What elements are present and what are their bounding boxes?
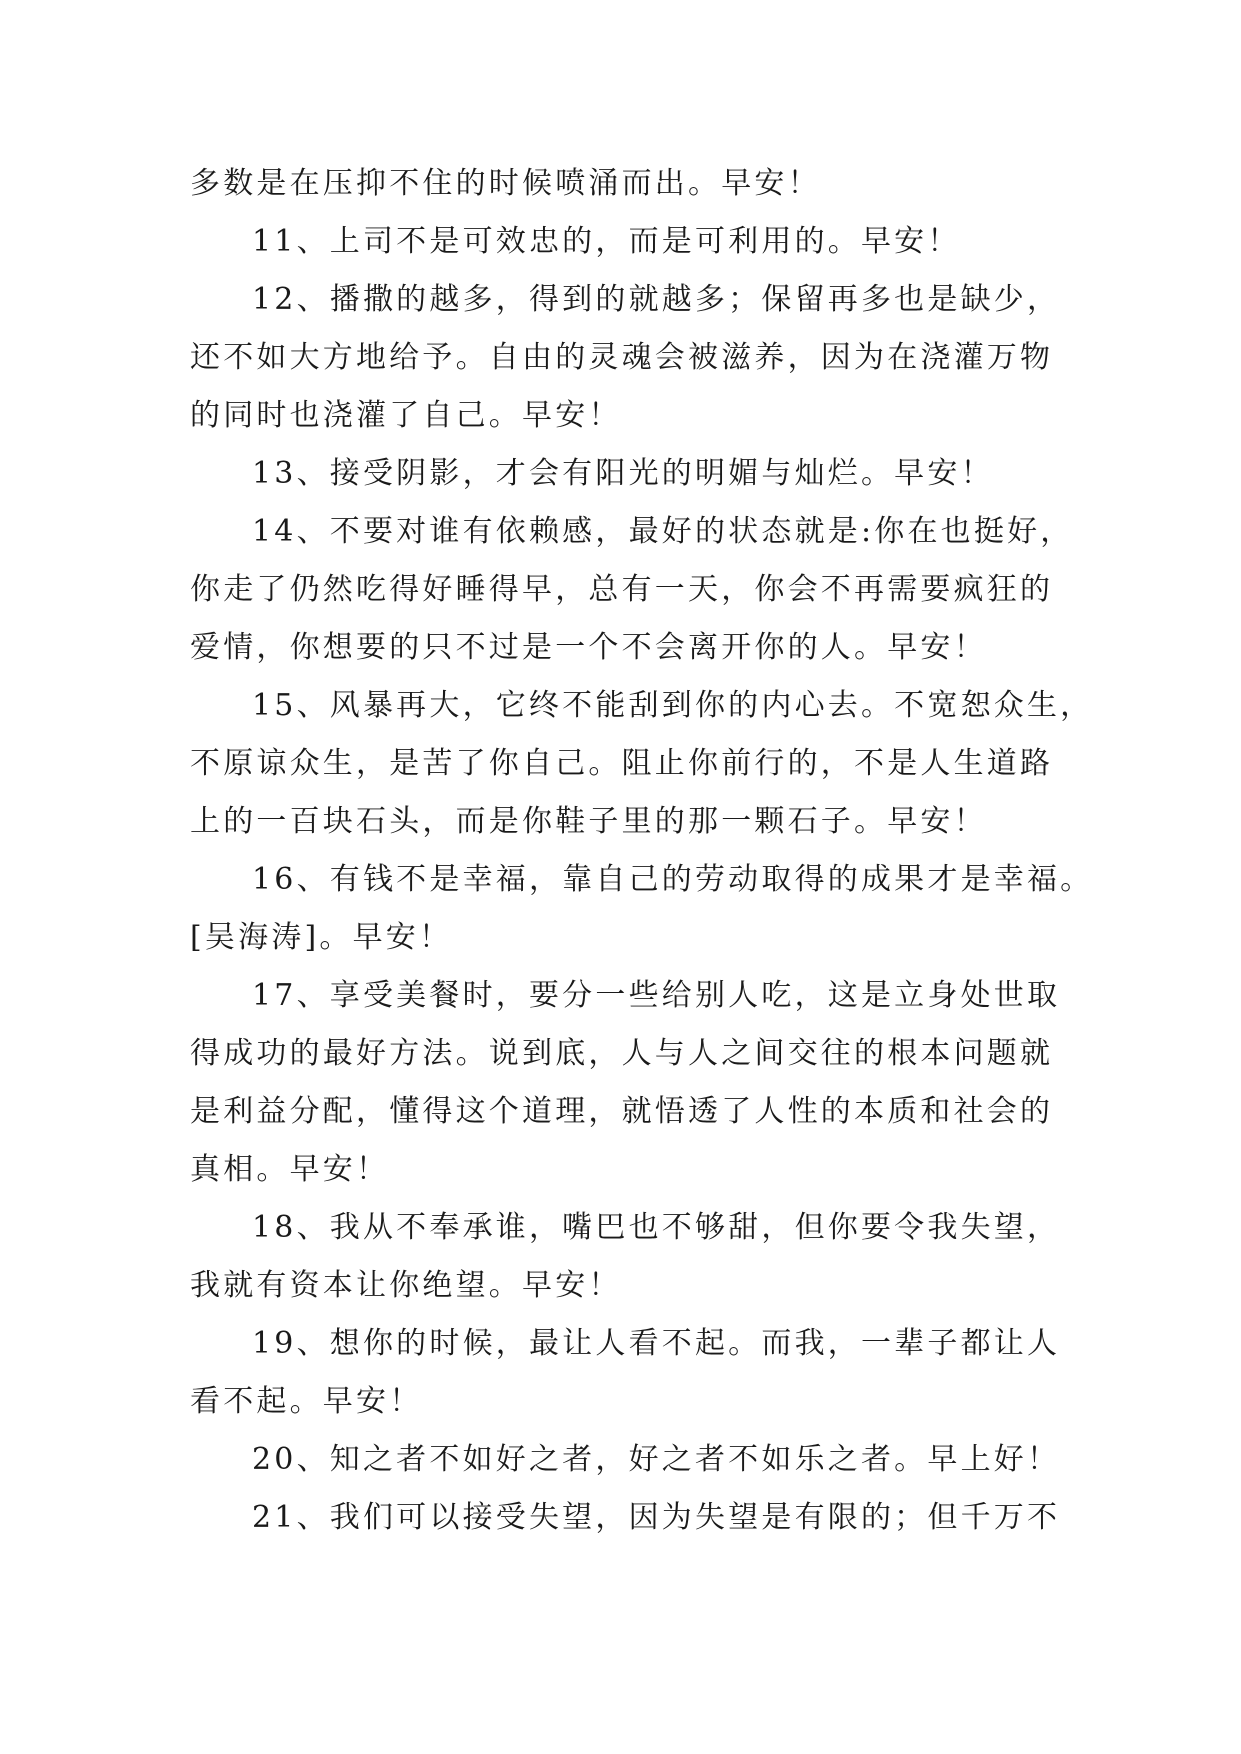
paragraph-p15: [190, 677, 1094, 851]
text-line: 我就有资本让你绝望。早安！: [190, 1268, 622, 1303]
text-line: 15、风暴再大，它终不能刮到你的内心去。不宽恕众生，: [252, 688, 1094, 723]
paragraph-p18: [190, 1199, 1070, 1315]
text-line: 14、不要对谁有依赖感，最好的状态就是:你在也挺好，: [252, 514, 1074, 549]
text-line: 18、我从不奉承谁，嘴巴也不够甜，但你要令我失望，: [252, 1210, 1061, 1245]
paragraph-p19: [190, 1315, 1070, 1431]
text-line: 还不如大方地给予。自由的灵魂会被滋养，因为在浇灌万物: [190, 340, 1054, 375]
paragraph-p12: [190, 271, 1070, 445]
text-line: 不原谅众生，是苦了你自己。阻止你前行的，不是人生道路: [190, 746, 1054, 781]
text-line: 11、上司不是可效忠的，而是可利用的。早安！: [252, 224, 961, 259]
paragraph-p10-tail: [190, 155, 1070, 213]
text-line: 真相。早安！: [190, 1152, 390, 1187]
document-body: [190, 155, 1094, 1547]
paragraph-p16: [190, 851, 1094, 967]
paragraph-p14: [190, 503, 1074, 677]
paragraph-p21: [190, 1489, 1070, 1547]
text-line: 19、想你的时候，最让人看不起。而我，一辈子都让人: [252, 1326, 1061, 1361]
paragraph-p13: [190, 445, 1070, 503]
text-line: 21、我们可以接受失望，因为失望是有限的；但千万不: [252, 1500, 1061, 1535]
text-line: 的同时也浇灌了自己。早安！: [190, 398, 622, 433]
text-line: 17、享受美餐时，要分一些给别人吃，这是立身处世取: [252, 978, 1061, 1013]
text-line: 得成功的最好方法。说到底，人与人之间交往的根本问题就: [190, 1036, 1054, 1071]
text-line: 20、知之者不如好之者，好之者不如乐之者。早上好！: [252, 1442, 1061, 1477]
text-line: 爱情，你想要的只不过是一个不会离开你的人。早安！: [190, 630, 987, 665]
text-line: 看不起。早安！: [190, 1384, 423, 1419]
text-line: 是利益分配，懂得这个道理，就悟透了人性的本质和社会的: [190, 1094, 1054, 1129]
text-line: 16、有钱不是幸福，靠自己的劳动取得的成果才是幸福。: [252, 862, 1094, 897]
text-line: 13、接受阴影，才会有阳光的明媚与灿烂。早安！: [252, 456, 994, 491]
paragraph-p17: [190, 967, 1070, 1199]
paragraph-p11: [190, 213, 1070, 271]
text-line: 多数是在压抑不住的时候喷涌而出。早安！: [190, 166, 821, 201]
paragraph-p20: [190, 1431, 1070, 1489]
text-line: 上的一百块石头，而是你鞋子里的那一颗石子。早安！: [190, 804, 987, 839]
text-line: 你走了仍然吃得好睡得早，总有一天，你会不再需要疯狂的: [190, 572, 1054, 607]
text-line: 12、播撒的越多，得到的就越多；保留再多也是缺少，: [252, 282, 1061, 317]
text-line: [吴海涛]。早安！: [190, 920, 453, 955]
